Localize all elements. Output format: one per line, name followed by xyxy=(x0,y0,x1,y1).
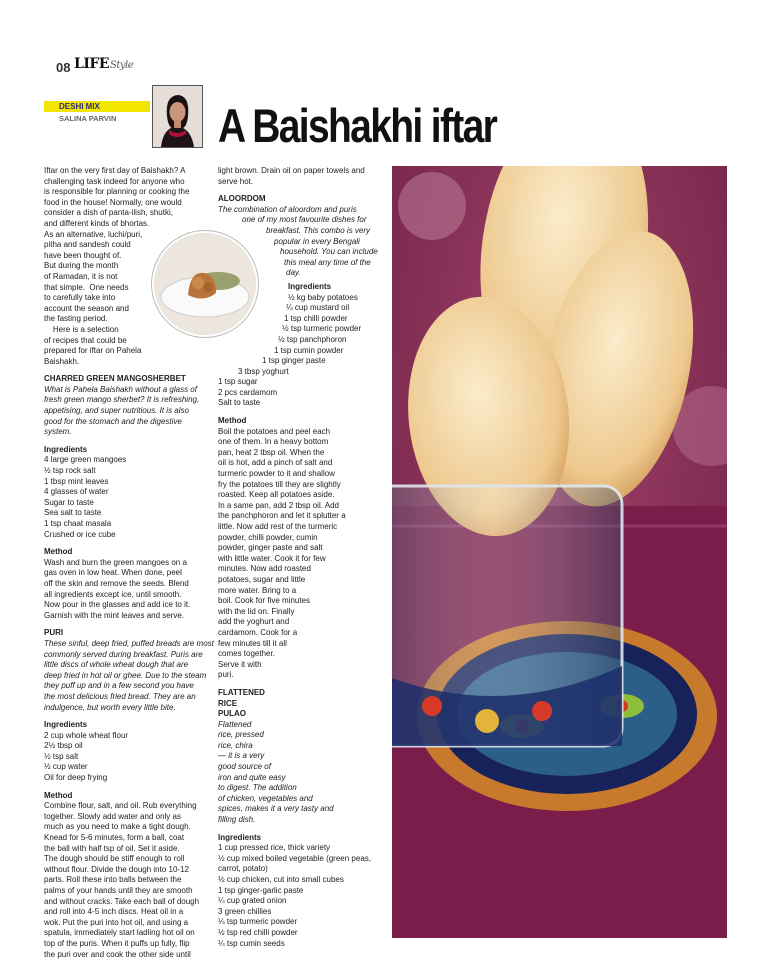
description-line: they puff up and in a few second you have xyxy=(44,681,194,691)
ingredient-line: 1 tsp cumin powder xyxy=(274,345,344,355)
intro-line: that simple. One needs xyxy=(44,282,129,292)
pulao-ingredients xyxy=(218,843,378,949)
logo-sub: Style xyxy=(110,60,134,71)
description-line: rice, pressed xyxy=(218,730,264,740)
description-line: breakfast. This combo is very xyxy=(266,225,371,235)
ingredient-line: ½ tsp red chilli powder xyxy=(218,927,298,937)
ingredient-line: ½ cup chicken, cut into small cubes xyxy=(218,875,344,884)
ingredient-line: 1 tsp chilli powder xyxy=(284,313,348,323)
puri-description xyxy=(44,638,214,713)
ingredient-line: Sugar to taste xyxy=(44,497,94,507)
ingredient-line: ¼ cup mustard oil xyxy=(286,303,350,313)
logo-main: LIFE xyxy=(74,56,110,72)
intro-line: the fasting period. xyxy=(44,314,108,324)
description-line: What is Pahela Baishakh without a glass of xyxy=(44,384,197,394)
description-line: popular in every Bengali xyxy=(274,236,360,246)
section-label: DESHI MIX xyxy=(44,101,150,112)
method-line: Garnish with the mint leaves and serve. xyxy=(44,610,185,620)
description-line: of chicken, vegetables and xyxy=(218,793,313,803)
puri-title: PURI xyxy=(44,628,64,638)
description-line: one of my most favourite dishes for xyxy=(242,215,367,225)
puri-method xyxy=(44,801,202,960)
method-line: cardamom. Cook for a xyxy=(218,627,298,637)
method-line: the ball with half tsp of oil. Set it aside. xyxy=(44,843,180,853)
intro-line: pitha and sandesh could xyxy=(44,240,131,250)
method-line: more water. Bring to a xyxy=(218,585,297,595)
description-line: indulgence, but worth every little bite. xyxy=(44,702,176,712)
method-line: Now pour in the glasses and add ice to it. xyxy=(44,600,191,610)
puri-ingredients xyxy=(44,731,202,784)
intro-line: of Ramadan, it is not xyxy=(44,271,118,281)
intro-line: is responsible for planning or cooking the xyxy=(44,187,190,197)
intro-line: food in the house! Normally, one would xyxy=(44,197,182,207)
puri-ingredients-label: Ingredients xyxy=(44,720,88,730)
method-line: minutes. Now add roasted xyxy=(218,564,311,574)
pulao-description xyxy=(218,720,378,826)
puri-method-label: Method xyxy=(44,790,73,800)
charred-ingredients-label: Ingredients xyxy=(44,444,88,454)
intro-line: account the season and xyxy=(44,303,129,313)
intro-line: to carefully take into xyxy=(44,293,116,303)
method-line: boil. Cook for five minutes xyxy=(218,596,311,606)
method-line: oil is hot, add a pinch of salt and xyxy=(218,458,333,468)
ingredient-line: 1 cup pressed rice, thick variety xyxy=(218,843,331,853)
pulao-ingredients-label: Ingredients xyxy=(218,832,262,842)
description-line: Flattened xyxy=(218,719,252,729)
method-line: the puri over and cook the other side until xyxy=(44,949,191,959)
method-line: wok. Put the puri into hot oil, and using a xyxy=(44,917,189,927)
description-line: household. You can include xyxy=(280,247,378,257)
method-line: roasted. Keep all potatoes aside. xyxy=(218,490,335,500)
ingredient-line: Salt to taste xyxy=(218,398,261,408)
ingredient-line: Crushed or ice cube xyxy=(44,529,116,539)
puri-method-continued xyxy=(218,166,378,187)
intro-line: Baishakh. xyxy=(44,356,80,366)
method-line: off the skin and remove the seeds. Blend xyxy=(44,578,189,588)
method-line: one of them. In a heavy bottom xyxy=(218,437,329,447)
method-line: potatoes, sugar and little xyxy=(218,574,306,584)
intro-line: Iftar on the very first day of Baishakh? A xyxy=(44,166,186,175)
method-line: parts. Roll these into balls between the xyxy=(44,875,182,885)
description-line: spices, makes it a very tasty and xyxy=(218,804,334,814)
ingredient-line: ½ kg baby potatoes xyxy=(288,292,358,302)
charred-description xyxy=(44,385,202,438)
ingredient-line: 3 green chillies xyxy=(218,906,272,916)
method-line: add the yoghurt and xyxy=(218,617,290,627)
charred-method xyxy=(44,558,202,622)
intro-line: and different kinds of bhortas. xyxy=(44,218,150,228)
intro-line: Here is a selection xyxy=(44,324,119,334)
ingredient-line: 2 cup whole wheat flour xyxy=(44,730,129,740)
description-line: These sinful, deep fried, puffed breads are most xyxy=(44,638,214,648)
method-line: pan, heat 2 tbsp oil. When the xyxy=(218,447,325,457)
ingredient-line: 4 glasses of water xyxy=(44,487,109,497)
method-line: light brown. Drain oil on paper towels and xyxy=(218,166,365,175)
ingredient-line: Oil for deep frying xyxy=(44,773,108,783)
ingredient-line: ½ cup mixed boiled vegetable (green peas, xyxy=(218,853,371,863)
ingredient-line: ¼ tsp cumin seeds xyxy=(218,938,285,948)
pulao-title xyxy=(218,688,378,720)
ingredient-line: carrot, potato) xyxy=(218,864,268,874)
aloordom-ingredients-label: Ingredients xyxy=(288,281,332,291)
ingredient-line: ½ tsp turmeric powder xyxy=(282,324,362,334)
method-line: spatula, immediately start ladling hot oil on xyxy=(44,928,195,938)
method-line: Combine flour, salt, and oil. Rub everything xyxy=(44,801,197,811)
aloordom-ingredients xyxy=(218,293,378,410)
description-line: to digest. The addition xyxy=(218,783,297,793)
intro-line: challenging task indeed for anyone who xyxy=(44,176,185,186)
ingredient-line: 2 pcs cardamom xyxy=(218,387,278,397)
charred-method-label: Method xyxy=(44,547,73,557)
ingredient-line: 1 tsp chaat masala xyxy=(44,519,112,528)
description-line: — it is a very xyxy=(218,751,265,761)
pulao-title-line: FLATTENED xyxy=(218,687,265,697)
method-line: fry the potatoes till they are slightly xyxy=(218,479,341,489)
method-line: comes together. xyxy=(218,649,275,659)
method-line: In a same pan, add 2 tbsp oil. Add xyxy=(218,500,339,510)
ingredient-line: ½ tsp salt xyxy=(44,751,79,761)
ingredient-line: Sea salt to taste xyxy=(44,508,102,518)
aloordom-method xyxy=(218,427,378,681)
method-line: powder, chilli powder, cumin xyxy=(218,532,318,542)
headline: A Baishakhi iftar xyxy=(218,99,497,152)
method-line: the panchphoron and let it splutter a xyxy=(218,511,346,521)
method-line: gas oven in low heat. When done, peel xyxy=(44,568,182,578)
method-line: with little water. Cook it for few xyxy=(218,553,326,563)
intro-line: consider a dish of panta-ilish, shutki, xyxy=(44,208,173,218)
ingredient-line: 4 large green mangoes xyxy=(44,455,127,465)
ingredient-line: 1 tsp ginger paste xyxy=(262,356,326,366)
description-line: appetising, and super nutritious. It is also xyxy=(44,406,189,416)
method-line: Wash and burn the green mangoes on a xyxy=(44,557,187,567)
description-line: the most delicious fried bread. They are an xyxy=(44,691,196,701)
ingredient-line: ¼ tsp turmeric powder xyxy=(218,917,298,927)
description-line: day. xyxy=(286,268,301,278)
method-line: much as you need to make a tight dough. xyxy=(44,822,191,832)
method-line: Serve it with xyxy=(218,659,262,669)
charred-ingredients xyxy=(44,455,202,540)
description-line: fresh green mango sherbet? It is refreshing, xyxy=(44,395,200,405)
method-line: palms of your hands until they are smooth xyxy=(44,886,193,895)
method-line: puri. xyxy=(218,670,234,680)
ingredient-line: ½ tsp rock salt xyxy=(44,466,96,476)
method-line: turmeric powder to it and shallow xyxy=(218,469,335,479)
pulao-title-line: RICE xyxy=(218,698,238,708)
method-line: little. Now add rest of the turmeric xyxy=(218,522,338,531)
description-line: deep fried in hot oil or ghee. Due to the steam xyxy=(44,670,207,680)
ingredient-line: 1 tsp ginger-garlic paste xyxy=(218,885,304,895)
author-name: SALINA PARVIN xyxy=(59,114,117,123)
method-line: Knead for 5-6 minutes, form a ball, coat xyxy=(44,833,185,843)
method-line: without flour. Divide the dough into 10-12 xyxy=(44,864,189,874)
intro-line: of recipes that could be xyxy=(44,335,127,345)
description-line: The combination of aloordom and puris xyxy=(218,204,357,214)
description-line: system. xyxy=(44,427,72,437)
intro-line: But during the month xyxy=(44,261,119,271)
ingredient-line: ½ tsp panchphoron xyxy=(278,334,347,344)
ingredient-line: ½ cup water xyxy=(44,762,88,772)
method-line: with the lid on. Finally xyxy=(218,606,295,616)
method-line: together. Slowly add water and only as xyxy=(44,811,181,821)
column-2 xyxy=(218,166,378,949)
hero-photo xyxy=(392,166,727,938)
ingredient-line: 3 tbsp yoghurt xyxy=(238,366,289,376)
pulao-title-line: PULAO xyxy=(218,709,246,719)
method-line: few minutes till it all xyxy=(218,638,287,648)
page-number: 08 xyxy=(56,60,71,75)
description-line: filling dish. xyxy=(218,815,256,825)
author-photo xyxy=(152,85,203,148)
method-line: serve hot. xyxy=(218,176,254,186)
aloordom-description xyxy=(218,205,378,279)
ingredient-line: ¼ cup grated onion xyxy=(218,896,287,906)
description-line: iron and quite easy xyxy=(218,772,286,782)
ingredient-line: 2½ tbsp oil xyxy=(44,741,83,751)
method-line: all ingredients except ice, until smooth. xyxy=(44,589,182,599)
puri-glass-photo-icon xyxy=(392,166,727,938)
ingredient-line: 1 tbsp mint leaves xyxy=(44,476,109,486)
intro-line: have been thought of. xyxy=(44,250,122,260)
intro-line: As an alternative, luchi/puri, xyxy=(44,229,143,239)
description-line: good source of xyxy=(218,762,271,772)
method-line: and without cracks. Take each ball of dough xyxy=(44,896,200,906)
aloordom-method-label: Method xyxy=(218,416,247,426)
magazine-logo xyxy=(74,56,133,72)
description-line: rice, chira xyxy=(218,740,253,750)
aloordom-title: ALOORDOM xyxy=(218,194,266,204)
description-line: commonly served during breakfast. Puris are xyxy=(44,649,203,659)
description-line: this meal any time of the xyxy=(284,257,371,267)
method-line: The dough should be stiff enough to roll xyxy=(44,854,185,864)
ingredient-line: 1 tsp sugar xyxy=(218,377,258,387)
author-portrait-icon xyxy=(153,86,202,147)
description-line: little discs of whole wheat dough that are xyxy=(44,660,189,670)
description-line: good for the stomach and the digestive xyxy=(44,416,182,426)
intro-line: prepared for iftar on Pahela xyxy=(44,346,142,356)
method-line: top of the puris. When it puffs up fully, flip xyxy=(44,938,190,948)
method-line: and roll into 4-5 inch discs. Heat oil in a xyxy=(44,907,184,917)
method-line: Boil the potatoes and peel each xyxy=(218,426,331,436)
charred-title: CHARRED GREEN MANGOSHERBET xyxy=(44,374,186,384)
method-line: powder, ginger paste and salt xyxy=(218,543,323,553)
